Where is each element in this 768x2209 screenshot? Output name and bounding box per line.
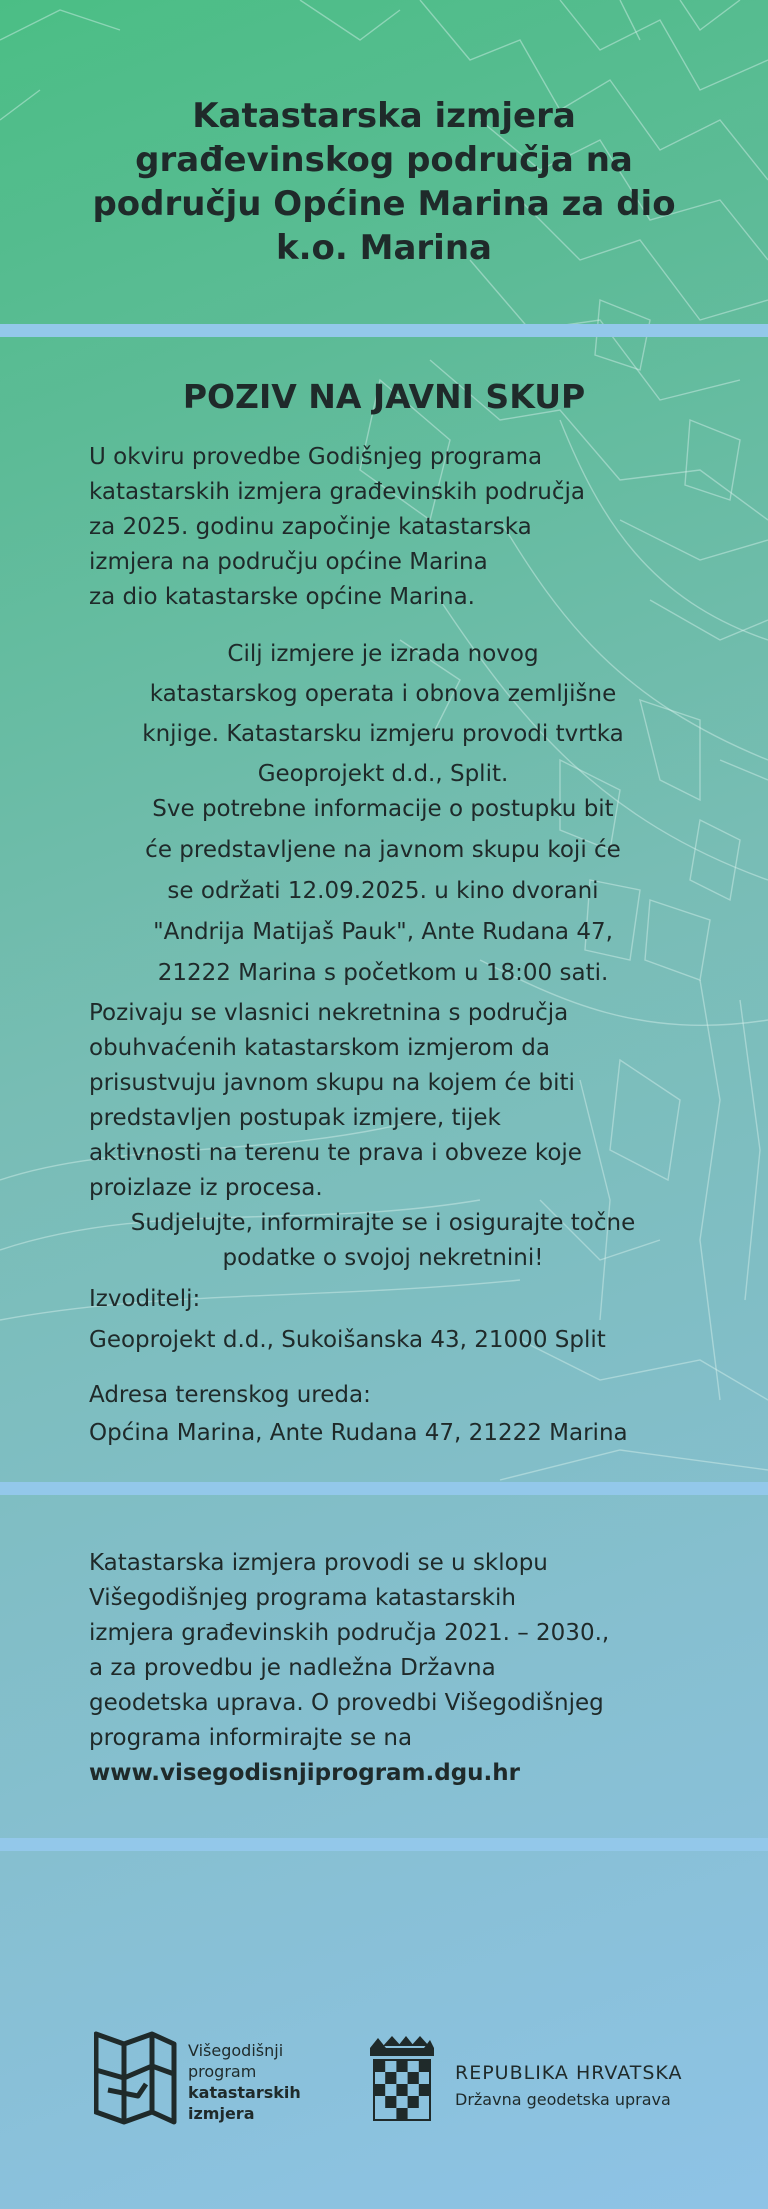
text-line: predstavljen postupak izmjere, tijek — [89, 1105, 501, 1131]
text-line: Geoprojekt d.d., Split. — [257, 761, 509, 787]
text-line: se održati 12.09.2025. u kino dvorani — [167, 878, 599, 904]
text-line: za dio katastarske općine Marina. — [89, 584, 475, 610]
accent-band-top — [0, 324, 768, 337]
program-logo-line: Višegodišnji — [188, 2041, 284, 2060]
text-line: aktivnosti na terenu te prava i obveze koje — [89, 1140, 582, 1166]
text-line: a za provedbu je nadležna Državna — [89, 1655, 496, 1681]
accent-band-bottom — [0, 1838, 768, 1851]
text-line: Sudjelujte, informirajte se i osigurajte točne — [130, 1210, 636, 1236]
cta-paragraph — [89, 1206, 677, 1276]
program-logo-text — [188, 2040, 301, 2124]
republic-title: REPUBLIKA HRVATSKA — [455, 2062, 683, 2084]
text-line: Katastarska izmjera provodi se u sklopu — [89, 1550, 548, 1576]
text-line: Pozivaju se vlasnici nekretnina s područja — [89, 1000, 569, 1026]
program-logo-line: program — [188, 2062, 257, 2081]
text-line: Sve potrebne informacije o postupku bit — [152, 796, 614, 822]
agency-name: Državna geodetska uprava — [455, 2090, 671, 2109]
text-line: prisustvuju javnom skupu na kojem će biti — [89, 1070, 575, 1096]
text-line: katastarskog operata i obnova zemljišne — [149, 681, 617, 707]
checkerboard-shield — [374, 2060, 430, 2120]
text-line: će predstavljene na javnom skupu koji će — [145, 837, 621, 863]
title-line: građevinskog područja na — [135, 140, 633, 180]
text-line: Cilj izmjere je izrada novog — [227, 641, 539, 667]
text-line: izmjera građevinskih područja 2021. – 2030., — [89, 1620, 610, 1646]
office-block — [89, 1376, 709, 1452]
meeting-paragraph — [89, 789, 677, 994]
text-line: proizlaze iz procesa. — [89, 1175, 323, 1201]
text-line: izmjera na području općine Marina — [89, 549, 488, 575]
contractor-block — [89, 1279, 709, 1361]
accent-band-middle — [0, 1482, 768, 1495]
text-line: Višegodišnjeg programa katastarskih — [89, 1585, 516, 1611]
program-logo-line: izmjera — [188, 2104, 255, 2123]
section-heading: POZIV NA JAVNI SKUP — [182, 377, 586, 416]
program-logo-line: katastarskih — [188, 2083, 301, 2102]
program-url-link[interactable]: www.visegodisnjiprogram.dgu.hr — [89, 1760, 521, 1786]
intro-paragraph — [89, 440, 677, 615]
text-line: geodetska uprava. O provedbi Višegodišnjeg — [89, 1690, 604, 1716]
text-line: podatke o svojoj nekretnini! — [222, 1245, 544, 1271]
contractor-label: Izvoditelj: — [89, 1286, 201, 1312]
text-line: U okviru provedbe Godišnjeg programa — [89, 444, 543, 470]
title-line: Katastarska izmjera — [192, 96, 576, 136]
text-line: za 2025. godinu započinje katastarska — [89, 514, 532, 540]
program-info-paragraph — [89, 1546, 677, 1791]
invite-paragraph — [89, 996, 677, 1206]
text-line: katastarskih izmjera građevinskih područja — [89, 479, 586, 505]
text-line: programa informirajte se na — [89, 1725, 413, 1751]
text-line: knjige. Katastarsku izmjeru provodi tvrtka — [142, 721, 624, 747]
goal-paragraph — [89, 634, 677, 794]
title-line: području Općine Marina za dio — [92, 184, 676, 224]
office-label: Adresa terenskog ureda: — [89, 1382, 371, 1408]
office-value: Općina Marina, Ante Rudana 47, 21222 Marina — [89, 1420, 628, 1446]
text-line: "Andrija Matijaš Pauk", Ante Rudana 47, — [153, 919, 613, 945]
text-line: obuhvaćenih katastarskom izmjerom da — [89, 1035, 550, 1061]
croatian-coat-of-arms-icon — [368, 2036, 436, 2122]
title-line: k.o. Marina — [276, 228, 492, 268]
text-line: 21222 Marina s početkom u 18:00 sati. — [157, 960, 609, 986]
page-title — [60, 94, 708, 270]
contractor-value: Geoprojekt d.d., Sukoišanska 43, 21000 Split — [89, 1327, 606, 1353]
